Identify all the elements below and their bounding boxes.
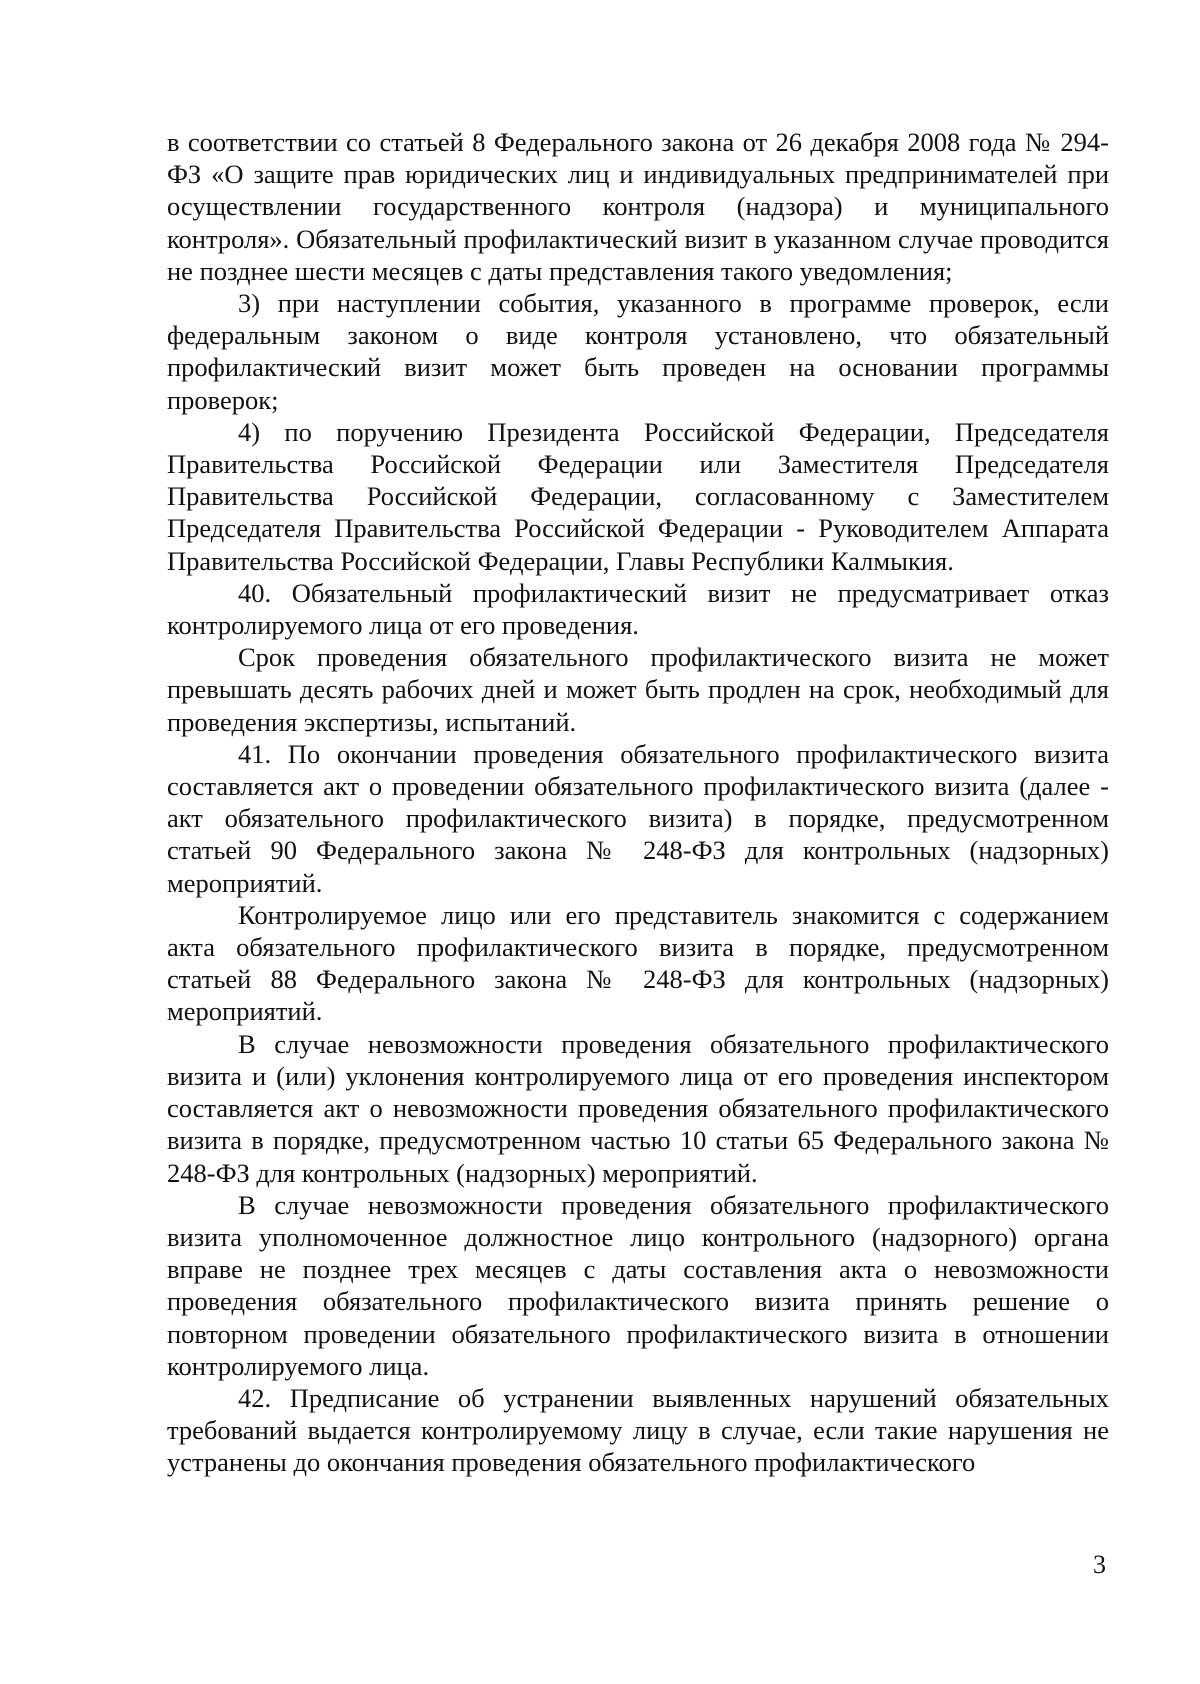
- page-number: 3: [1093, 1550, 1106, 1579]
- paragraph-visit-duration: Срок проведения обязательного профилактического визита не может превышать десять рабочих дней и может быть продлен на срок, необходимый для проведения экспертизы, испытаний.: [167, 642, 1109, 737]
- paragraph-item-4: 4) по поручению Президента Российской Федерации, Председателя Правительства Российской Федерации или Заместителя Председателя Правительства Российской Федерации, согласованному с Заместителем Председателя Правительства Российской Федерации - Руководителем Аппарата Правительства Российской Федерации, Главы Республики Калмыкия.: [167, 416, 1109, 576]
- paragraph-repeat-visit: В случае невозможности проведения обязательного профилактического визита уполномоченное должностное лицо контрольного (надзорного) органа вправе не позднее трех месяцев с даты составления акта о невозможности проведения обязательного профилактического визита принять решение о повторном проведении обязательного профилактического визита в отношении контролируемого лица.: [167, 1189, 1109, 1381]
- paragraph-act-review: Контролируемое лицо или его представитель знакомится с содержанием акта обязательного профилактического визита в порядке, предусмотренном статьей 88 Федерального закона № 248-ФЗ для контрольных (надзорных) мероприятий.: [167, 899, 1109, 1027]
- paragraph-clause-40: 40. Обязательный профилактический визит не предусматривает отказ контролируемого лица от его проведения.: [167, 577, 1109, 641]
- paragraph-continuation: в соответствии со статьей 8 Федерального закона от 26 декабря 2008 года № 294-ФЗ «О защите прав юридических лиц и индивидуальных предпринимателей при осуществлении государственного контроля (надзора) и муниципального контроля». Обязательный профилактический визит в указанном случае проводится не позднее шести месяцев с даты представления такого уведомления;: [167, 127, 1109, 286]
- document-body: [167, 126, 1109, 1479]
- paragraph-impossibility-act: В случае невозможности проведения обязательного профилактического визита и (или) уклонения контролируемого лица от его проведения инспектором составляется акт о невозможности проведения обязательного профилактического визита в порядке, предусмотренном частью 10 статьи 65 Федерального закона № 248-ФЗ для контрольных (надзорных) мероприятий.: [167, 1028, 1109, 1188]
- paragraph-item-3: 3) при наступлении события, указанного в программе проверок, если федеральным законом о виде контроля установлено, что обязательный профилактический визит может быть проведен на основании программы проверок;: [167, 288, 1109, 415]
- paragraph-clause-41: 41. По окончании проведения обязательного профилактического визита составляется акт о проведении обязательного профилактического визита (далее - акт обязательного профилактического визита) в порядке, предусмотренном статьей 90 Федерального закона № 248-ФЗ для контрольных (надзорных) мероприятий.: [167, 738, 1109, 898]
- paragraph-clause-42: 42. Предписание об устранении выявленных нарушений обязательных требований выдается контролируемому лицу в случае, если такие нарушения не устранены до окончания проведения обязательного профилактического: [167, 1382, 1109, 1478]
